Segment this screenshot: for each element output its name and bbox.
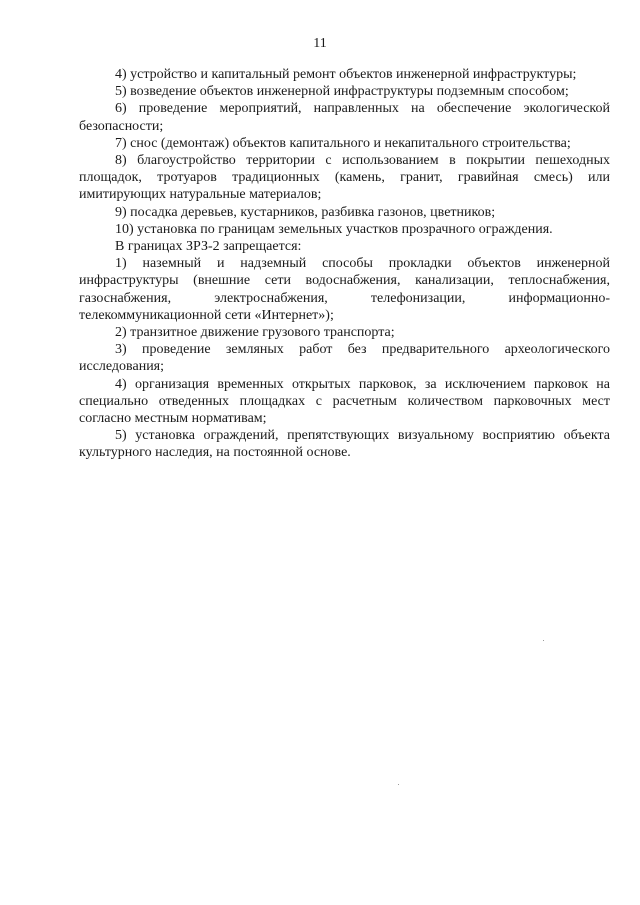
section-heading-zrz2-prohibited: В границах ЗРЗ-2 запрещается: [115, 239, 302, 255]
paragraph-item-8-landscaping: 8) благоустройство территории с использованием в покрытии пешеходных площадок, тротуаров традиционных (камень, гранит, гравийная смесь) или имитирующих натуральные материалов; [79, 153, 610, 203]
paragraph-item-10-fence: 10) установка по границам земельных участков прозрачного ограждения. [115, 221, 553, 237]
scan-speck [543, 640, 544, 641]
paragraph-item-7-demolition: 7) снос (демонтаж) объектов капитального и некапитального строительства; [115, 135, 571, 151]
paragraph-prohibited-2-freight-transit: 2) транзитное движение грузового транспорта; [115, 325, 395, 341]
paragraph-prohibited-3-earthworks: 3) проведение земляных работ без предварительного археологического исследования; [79, 342, 610, 375]
scan-speck [398, 784, 399, 785]
paragraph-prohibited-1-overhead-utilities: 1) наземный и надземный способы прокладки объектов инженерной инфраструктуры (внешние сети водоснабжения, канализации, теплоснабжения, газоснабжения, электроснабжения, телефонизации, информационно-телекоммуникационной сети «Интернет»); [79, 256, 610, 323]
paragraph-item-5-underground-construction: 5) возведение объектов инженерной инфраструктуры подземным способом; [115, 84, 569, 100]
paragraph-prohibited-5-fences: 5) установка ограждений, препятствующих визуальному восприятию объекта культурного наследия, на постоянной основе. [79, 428, 610, 461]
paragraph-item-4-infrastructure-repair: 4) устройство и капитальный ремонт объектов инженерной инфраструктуры; [115, 67, 577, 82]
paragraph-prohibited-4-temporary-parking: 4) организация временных открытых парковок, за исключением парковок на специально отведенных площадках с расчетным количеством парковочных мест согласно местным нормативам; [79, 376, 610, 427]
paragraph-item-6-ecological-safety: 6) проведение мероприятий, направленных на обеспечение экологической безопасности; [79, 101, 610, 134]
paragraph-item-9-planting: 9) посадка деревьев, кустарников, разбивка газонов, цветников; [115, 204, 496, 220]
page-number: 11 [313, 36, 327, 51]
document-body [79, 66, 610, 462]
